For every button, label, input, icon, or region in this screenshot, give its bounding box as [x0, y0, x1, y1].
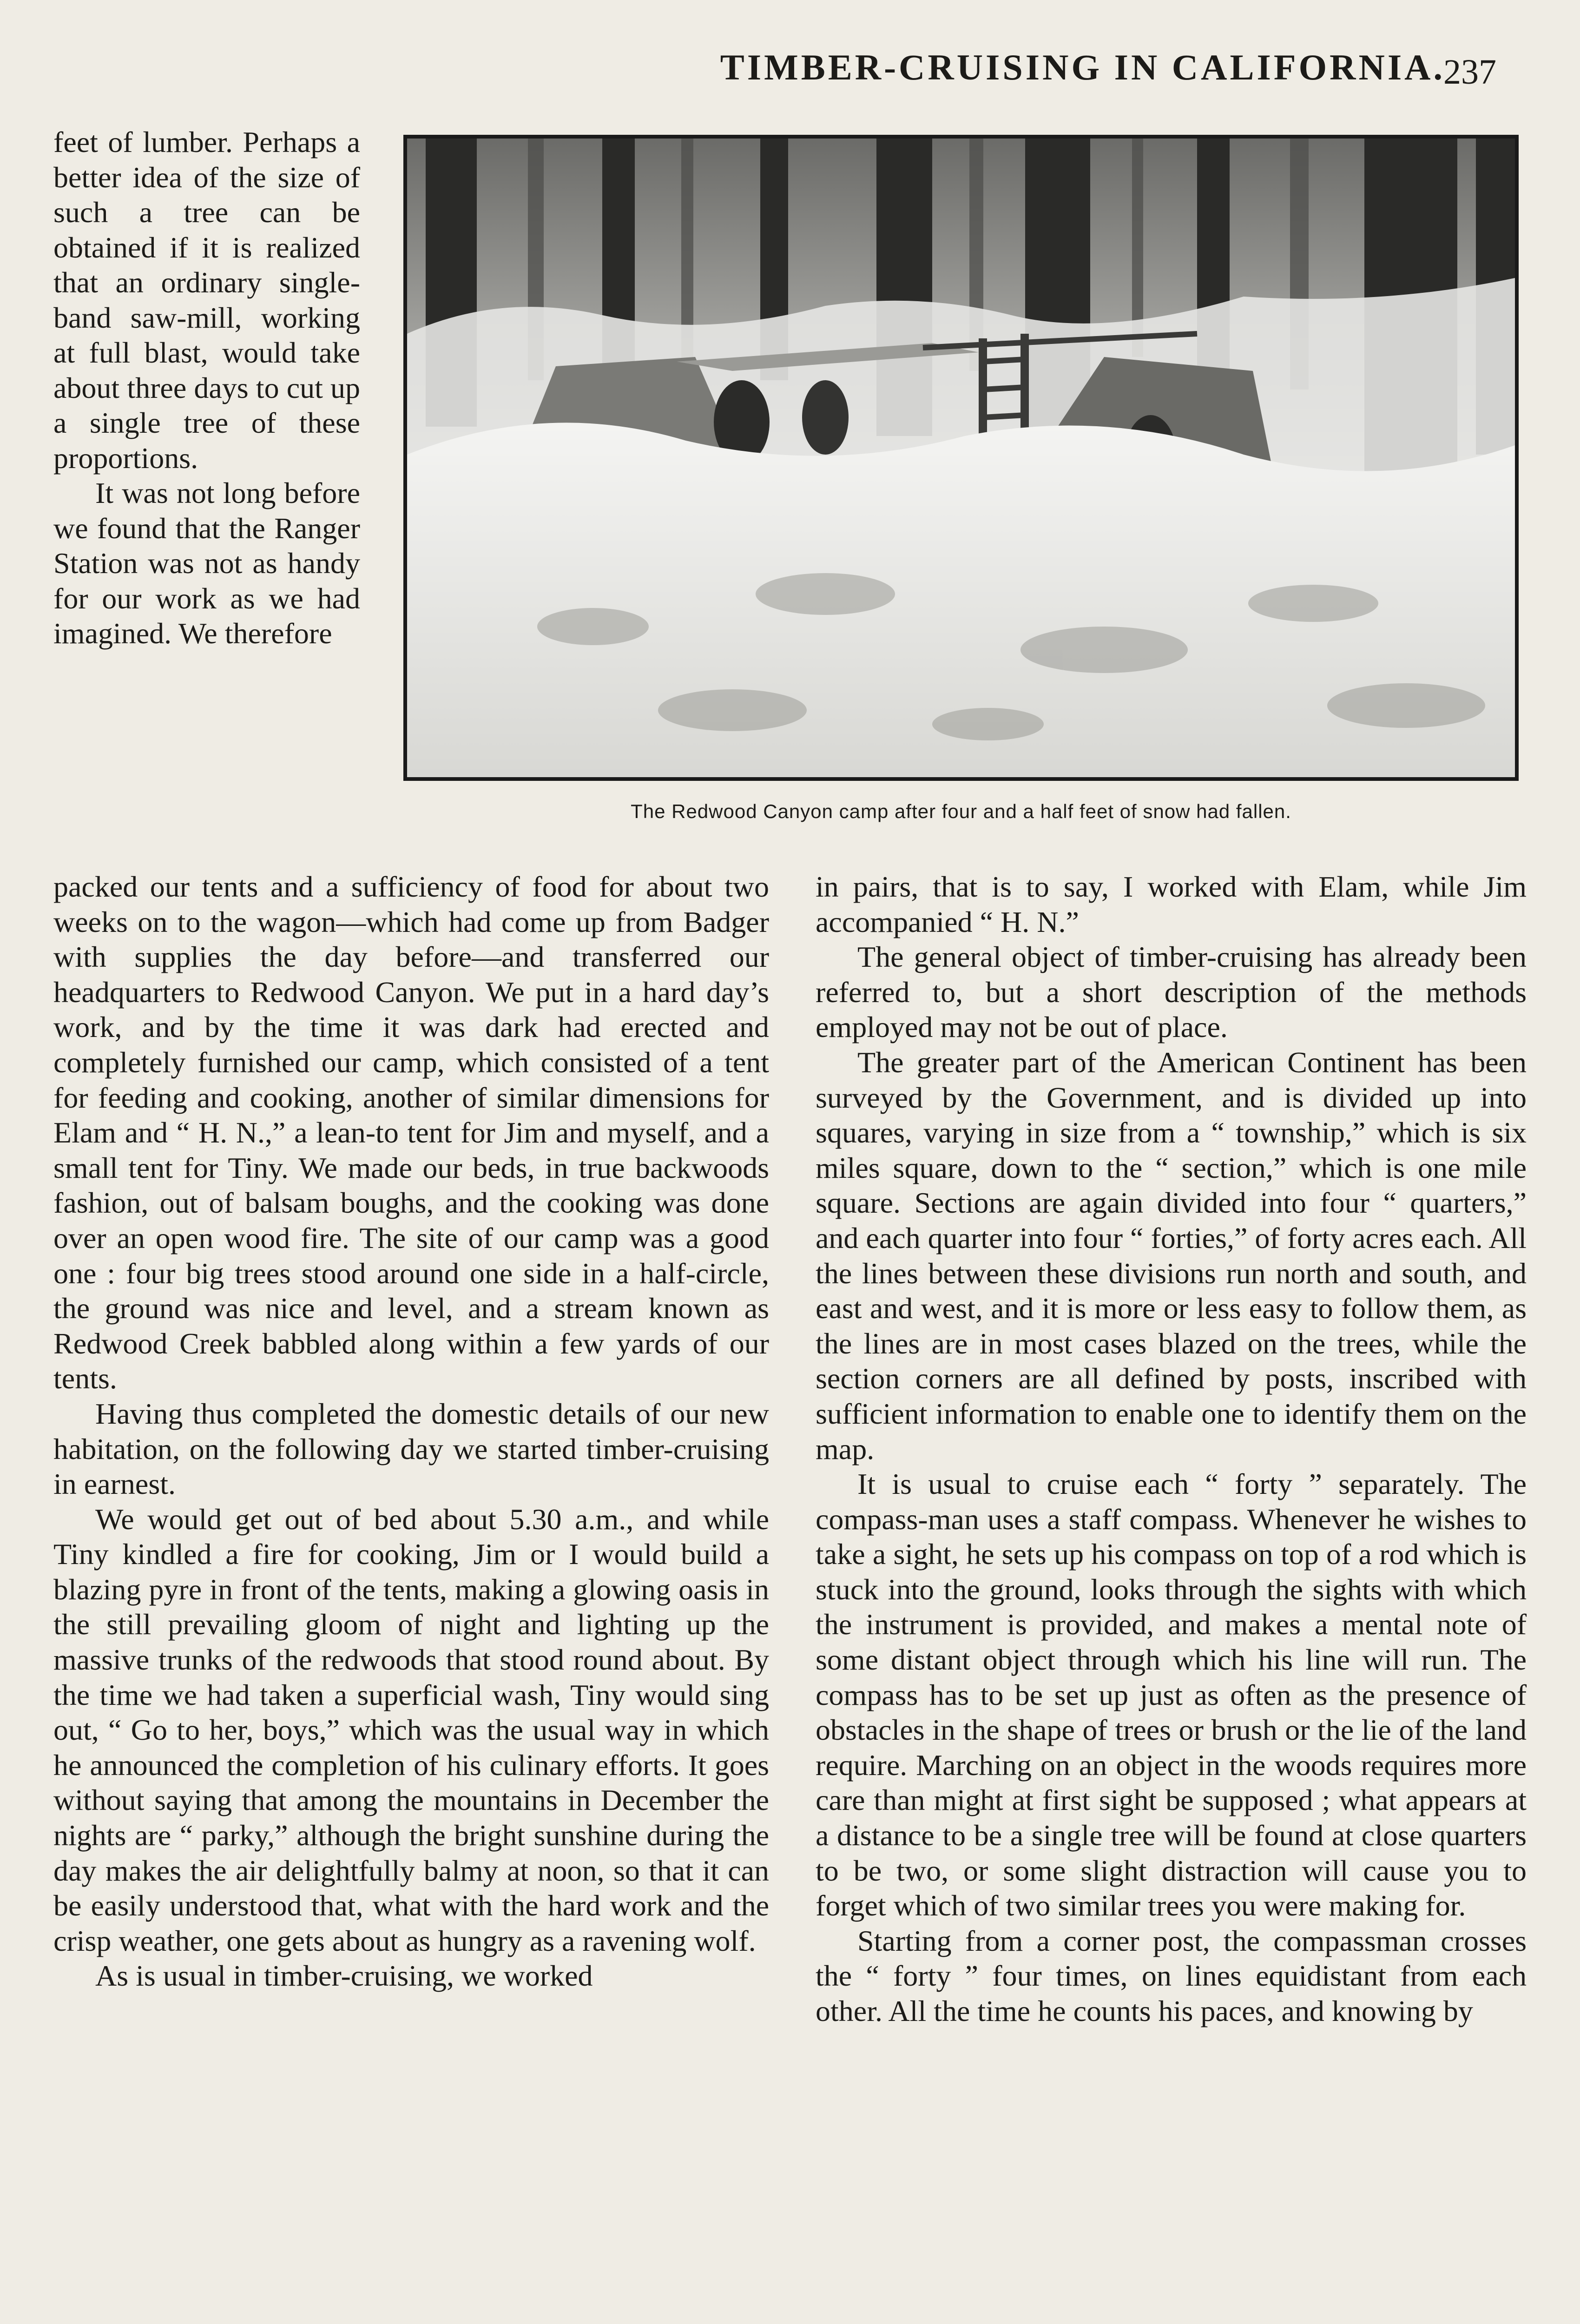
narrow-text-column [53, 125, 360, 651]
running-title: TIMBER-CRUISING IN CALIFORNIA. [720, 47, 1445, 87]
right-text-column [816, 869, 1527, 2029]
page-number: 237 [1443, 53, 1496, 92]
paragraph: We would get out of bed about 5.30 a.m., and while Tiny kindled a fire for cooking, Jim or I would build a blazing pyre in front of the tents, making a glowing oasis in the still prevailing gloom of night and lighting up the massive trunks of the redwoods that stood round about. By the time we had taken a superficial wash, Tiny would sing out, “ Go to her, boys,” which was the usual way in which he announced the completion of his culinary efforts. It goes without saying that among the mountains in December the nights are “ parky,” although the bright sunshine during the day makes the air delightfully balmy at noon, so that it can be easily understood that, what with the hard work and the crisp weather, one gets about as hungry as a ravening wolf. [53, 1502, 769, 1957]
paragraph: The greater part of the American Continent has been surveyed by the Government, and is divided up into squares, varying in size from a “ township,” which is six miles square, down to the “ section,” which is one mile square. Sections are again divided into four “ quarters,” and each quarter into four “ forties,” of forty acres each. All the lines between these divisions run north and south, and east and west, and it is more or less easy to follow them, as the lines are in most cases blazed on the trees, while the section corners are all defined by posts, inscribed with sufficient information to enable one to identify them on the map. [816, 1045, 1527, 1466]
paragraph: feet of lumber. Perhaps a better idea of the size of such a tree can be obtained if it is realized that an ordinary single-band saw-mill, working at full blast, would take about three days to cut up a single tree of these proportions. [53, 125, 360, 475]
snow-camp-illustration [407, 139, 1515, 777]
snow-camp-photo [403, 135, 1519, 781]
paragraph: in pairs, that is to say, I worked with Elam, while Jim accompanied “ H. N.” [816, 870, 1527, 938]
paragraph: It was not long before we found that the Ranger Station was not as handy for our work as we had imagined. We therefore [53, 476, 360, 650]
left-text-column [53, 869, 769, 1994]
paragraph: The general object of timber-cruising has already been referred to, but a short description of the methods employed may not be out of place. [816, 940, 1527, 1044]
paragraph: It is usual to cruise each “ forty ” separately. The compass-man uses a staff compass. Whenever he wishes to take a sight, he sets up his compass on top of a rod which is stuck into the ground, looks through the sights with which the instrument is provided, and makes a mental note of some distant object through which his line will run. The compass has to be set up just as often as the presence of obstacles in the shape of trees or brush or the lie of the land require. Marching on an object in the woods requires more care than might at first sight be supposed ; what appears at a distance to be a single tree will be found at close quarters to be two, or some slight distraction will cause you to forget which of two similar trees you were making for. [816, 1467, 1527, 1922]
paragraph: Starting from a corner post, the compassman crosses the “ forty ” four times, on lines equidistant from each other. All the time he counts his paces, and knowing by [816, 1924, 1527, 2027]
paragraph: Having thus completed the domestic details of our new habitation, on the following day we started timber-cruising in earnest. [53, 1397, 769, 1501]
paragraph: packed our tents and a sufficiency of food for about two weeks on to the wagon—which had come up from Badger with supplies the day before—and transferred our headquarters to Redwood Canyon. We put in a hard day’s work, and by the time it was dark had erected and completely furnished our camp, which consisted of a tent for feeding and cooking, another of similar dimensions for Elam and “ H. N.,” a lean-to tent for Jim and myself, and a small tent for Tiny. We made our beds, in true backwoods fashion, out of balsam boughs, and the cooking was done over an open wood fire. The site of our camp was a good one : four big trees stood around one side in a half-circle, the ground was nice and level, and a stream known as Redwood Creek babbled along within a few yards of our tents. [53, 870, 769, 1395]
photo-caption: The Redwood Canyon camp after four and a half feet of snow had fallen. [631, 800, 1291, 822]
paragraph: As is usual in timber-cruising, we worked [95, 1959, 593, 1993]
